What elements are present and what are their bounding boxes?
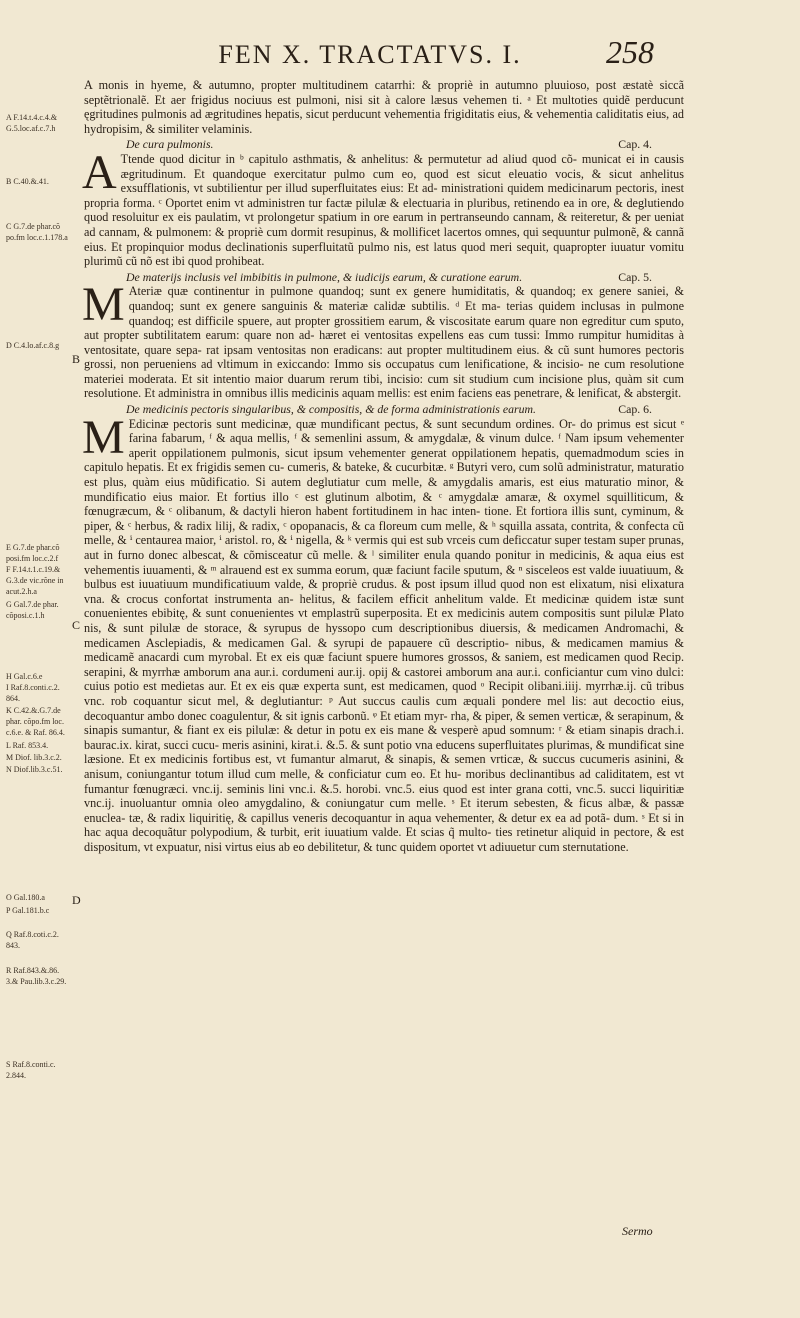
section-letter-mark: C — [72, 618, 81, 632]
margin-note: D C.4.lo.af.c.8.g — [6, 341, 60, 350]
paragraph — [82, 278, 684, 401]
margin-note: 2.844. — [6, 1071, 26, 1080]
chapter-number: Cap. 5. — [618, 269, 652, 284]
folio-number: 258 — [606, 34, 654, 70]
page-header — [0, 36, 800, 76]
margin-note: N Diof.lib.3.c.51. — [6, 765, 63, 774]
margin-note: 864. — [6, 694, 20, 703]
drop-cap-initial: M — [82, 278, 125, 332]
margin-note: P Gal.181.b.c — [6, 906, 50, 915]
drop-cap-initial: M — [82, 410, 125, 464]
margin-note: acut.2.h.a — [6, 587, 37, 596]
margin-note: phar. cõpo.fm loc. — [6, 717, 64, 726]
section-letter-mark: D — [72, 893, 81, 907]
margin-note: posi.fm loc.c.2.f — [6, 554, 59, 563]
margin-note: K C.42.&.G.7.de — [6, 706, 61, 715]
margin-note: O Gal.180.a — [6, 893, 45, 902]
paragraph — [82, 410, 684, 855]
paragraph-text: Ttende quod dicitur in ᵇ capitulo asthmatis, & anhelitus: & permutetur ad aliud quod cõ- municat ei in causis ægritudinum. Et quandoque exercitatur pulmo cum eo, quod est sicut eleuatio vocis, & sicut anhelitus exsufflationis, vt subtilientur per illud superfluitates eius: Et ad- ministrationi quidem medicinarum pectoris, inest propria forma. ᶜ Oportet enim vt administren tur factæ pilulæ & electuaria in pluribus, retinendo ea in ore, & deglutiendo quod resoluitur ex eis paulatim, vt prolongetur spatium in ore earum in pertranseundo cannam, & reiteretur, & per ueniat ad cannam, & pulmonem: & propriè cum dormit resupinus, & mollificet lacertos omnes, qui sequuntur pulmonẽ, & cannã eius. Et propinquior modus declinationis superfluitatũ pulmo nis, est latus quod meri sequit, quapropter iuuatur vomitu plurimũ cũ nõ est ibi quod prohibeat. — [84, 151, 684, 269]
margin-notes-column — [6, 0, 90, 1318]
margin-note: I Raf.8.conti.c.2. — [6, 683, 60, 692]
margin-note: po.fm loc.c.1.178.a — [6, 233, 68, 242]
margin-note: G.5.loc.af.c.7.h — [6, 124, 56, 133]
margin-note: F F.14.t.1.c.19.& — [6, 565, 61, 574]
paragraph — [82, 145, 684, 269]
margin-note: 843. — [6, 941, 20, 950]
margin-note: L Raf. 853.4. — [6, 741, 49, 750]
chapter-heading — [84, 402, 684, 417]
margin-note: S Raf.8.conti.c. — [6, 1060, 56, 1069]
chapter-heading — [84, 137, 684, 152]
chapter-number: Cap. 4. — [618, 137, 652, 152]
paragraph — [84, 78, 684, 136]
margin-note: E G.7.de phar.cõ — [6, 543, 60, 552]
margin-note: M Diof. lib.3.c.2. — [6, 753, 62, 762]
margin-note: Q Raf.8.coti.c.2. — [6, 930, 59, 939]
catchword: Sermo — [622, 1224, 653, 1238]
drop-cap-initial: A — [82, 145, 117, 199]
section-letter-mark: B — [72, 352, 81, 366]
margin-note: G Gal.7.de phar. — [6, 600, 59, 609]
margin-note: C G.7.de phar.cõ — [6, 222, 60, 231]
running-head: FEN X. TRACTATVS. I. — [218, 40, 522, 69]
margin-note: H Gal.c.6.e — [6, 672, 43, 681]
chapter-number: Cap. 6. — [618, 402, 652, 417]
chapter-title: De medicinis pectoris singularibus, & compositis, & de forma administrationis earum. — [126, 402, 536, 417]
paragraph-text: Edicinæ pectoris sunt medicinæ, quæ mundificant pectus, & sunt secundum ordines. Or- do primus est sicut ᵉ farina fabarum, ᶠ & aqua mellis, ᶠ & semenlini assum, & amygdalæ, & vinum dulce. ᶠ Nam ipsum vehementer aperit oppilationem pulmonis, sicut ipsum vehementer generat oppilationem hepatis, quemadmodum scies in capitulo hepatis. Et ex frigidis semen cu- cumeris, & bateke, & cucurbitæ. ᵍ Butyri vero, cum solũ administratur, maturatio est plus, quàm eius mũdificatio. Si autem deglutiatur cum melle, & amygdalis amaris, est eius maturatio minor, & mundificatio eius maior. Et fortius illo ᶜ est glutinum albotim, & ᶜ amygdalæ amaræ, & oxymel squilliticum, & fœnugræcum, & ᶜ olibanum, & dactyli hieron habent fortitudinem in hac inten- tione. Et fortiora illis sunt, cyminum, & piper, & ᶜ herbus, & radix lilij, & radix, ᶜ opopanacis, & ca floreum cum melle, & ʰ squilla assata, contrita, & confecta cũ melle, & ⁱ centaurea maior, ⁱ aristol. ro, & ⁱ nigella, & ᵏ vermis qui est sub vrceis cum deficcatur super testam super prunas, aut in furno donec albescat, & cõmisceatur cũ melle. & ˡ similiter enula quando ponitur in medicinis, & aqua eius est vehementis iuuamenti, & ᵐ alrauend est ex summa eorum, quæ faciunt facile sputum, & ⁿ sisceleos est valde iuuatiuum, & bulbus est iuuatiuum mundificatiuum valde, & propriè crudus. & post ipsum illud quod non est elixatum, nisi elixatura vna. & crocus confortat instrumenta an- helitus, & facilem efficit anhelitum valde. Et medicinæ quidem istæ sunt conuenientes ebibitę, & sunt conuenientes vt emplastrũ superposita. Et ex medicinis autem compositis sunt pilulæ Plato nis, & sunt pilulæ de storace, & syrupus de hyssopo cum descriptionibus diuersis, & medicamen Andromachi, & medicamen Asclepiadis, & medicamen Gal. & syrupi de papauere cũ descriptio- nibus, & medicamen mamius & medicamẽ anacardi cum myrobal. Et ex eis quæ faciunt spuere humores grossos, & saniem, est medicamen quod Recip. serapini, & myrrhæ amborum ana aur.i. cordumeni aur.ij. opij & castorei amborum ana aur.i. conficiantur cum vino dulci: cuius potio est medietas aur. Et ex eis quæ experta sunt, est medicamen, quod ᵒ Recipit olibani.iiij. myrrhæ.ij. cũ tribus vnc. rob coquantur sicut mel, & deglutiantur: ᵖ Aut succus caulis cum æquali pondere mel lis: aut decoctio eius, decoquantur ambo donec coagulentur, & sit ignis carbonũ. ᵠ Et etiam myr- rha, & piper, & semen verticæ, & serapinum, & sinapis sumantur, & fiant ex eis pilulæ: & detur in potu ex eis mane & vesperè apud somnum: ʳ & etiam sinapis drach.i. baurac.ix. kirat, succi cucu- meris asinini, kirat.i. &.5. & sunt potio vna educens superfluitates plurimas, & mundificat sine læsione. Et ex medicinis fortibus est, vt fumantur almarut, & sinapis, & semen vrticæ, & succus cucumeris asinini, & anisum, coniungantur totum illud cum melle, & conficiatur cum eo. Et hu- moribus declinantibus ad caliditatem, est vt fumantur fœnugræci. vnc.ij. seminis lini vnc.i. &.5. horobi. vnc.5. eius quod est inter grana cotti, vnc.5. succi liquiritiæ vnc.ij. inuoluantur omnia oleo amygdalino, & coniungatur cum melle. ˢ Et iterum sebesten, & ficus albæ, & passæ enuclea- tæ, & radix liquiritię, & capillus veneris decoquantur in aqua vehementer, & detur ex ea ad potã- dum. ˢ Et si in hac aqua decoquãtur polypodium, & turbit, erit iuuatium valde. Et scias q̃ multo- ties retinetur aliquid in pectore, & est dispositum, vt expuatur, nisi virtus eius ab eo debilitetur, & tunc quidem oportet vt adiuuetur cum sternutatione. — [84, 416, 684, 854]
paragraph-text: Ateriæ quæ continentur in pulmone quandoq; sunt ex genere humiditatis, & quandoq; ex genere saniei, & quandoq; sunt ex genere sanguinis & materiæ calidæ subtilis. ᵈ Et ma- terias quidem inclusas in pulmone quandoq; est difficile spuere, aut propter grossitiem earum, & viscositate earum quare non egreditur cum sputo, aut propter subtilitatem earum: quare non ad- hæret ei ventositas expellens eas cum tussi: Immo rumpitur humiditas à ventositate, quare sepa- rat ipsam ventositas non eradicans: aut propter multitudinem eius. & cũ sunt humores pectoris grossi, non perueniens ad vltimum in exiccando: Immo sis occupatus cum lenificatione, & incisio- ne cum resolutione materiei moderata. Et sit intentio maior duarum rerum tibi, incisio: cum sit studium cum incisione plus, quàm sit cum resolutione. Et administra in omnibus illis medicinis aquam mellis: est enim faciens eas penetrare, & lenificat, & abstergit. — [84, 284, 684, 401]
margin-note: G.3.de vic.rõne in — [6, 576, 64, 585]
margin-note: 3.& Pau.lib.3.c.29. — [6, 977, 67, 986]
margin-note: A F.14.t.4.c.4.& — [6, 113, 58, 122]
chapter-title: De materijs inclusis vel imbibitis in pulmone, & iudicijs earum, & curatione earum. — [126, 269, 523, 284]
paragraph-text: A monis in hyeme, & autumno, propter multitudinem catarrhi: & propriè in autumno pluuioso, post æstatè siccã septẽtrionalẽ. Et aer frigidus nociuus est pulmoni, nisi sit à calore læsus vehemen ti. ᵃ Et multoties quidẽ perducunt ęgritudines pulmonis ad ægritudines hepatis, sicut perducunt vehementia frigiditatis eius, & vehementia caliditatis eius, ad hydropisim, & similiter velaminis. — [84, 78, 684, 136]
margin-note: cõposi.c.1.h — [6, 611, 45, 620]
margin-note: B C.40.&.41. — [6, 177, 49, 186]
margin-note: c.6.e. & Raf. 86.4. — [6, 728, 65, 737]
chapter-heading — [84, 270, 684, 285]
margin-note: R Raf.843.&.86. — [6, 966, 60, 975]
chapter-title: De cura pulmonis. — [126, 137, 214, 152]
main-text-block — [84, 78, 684, 854]
